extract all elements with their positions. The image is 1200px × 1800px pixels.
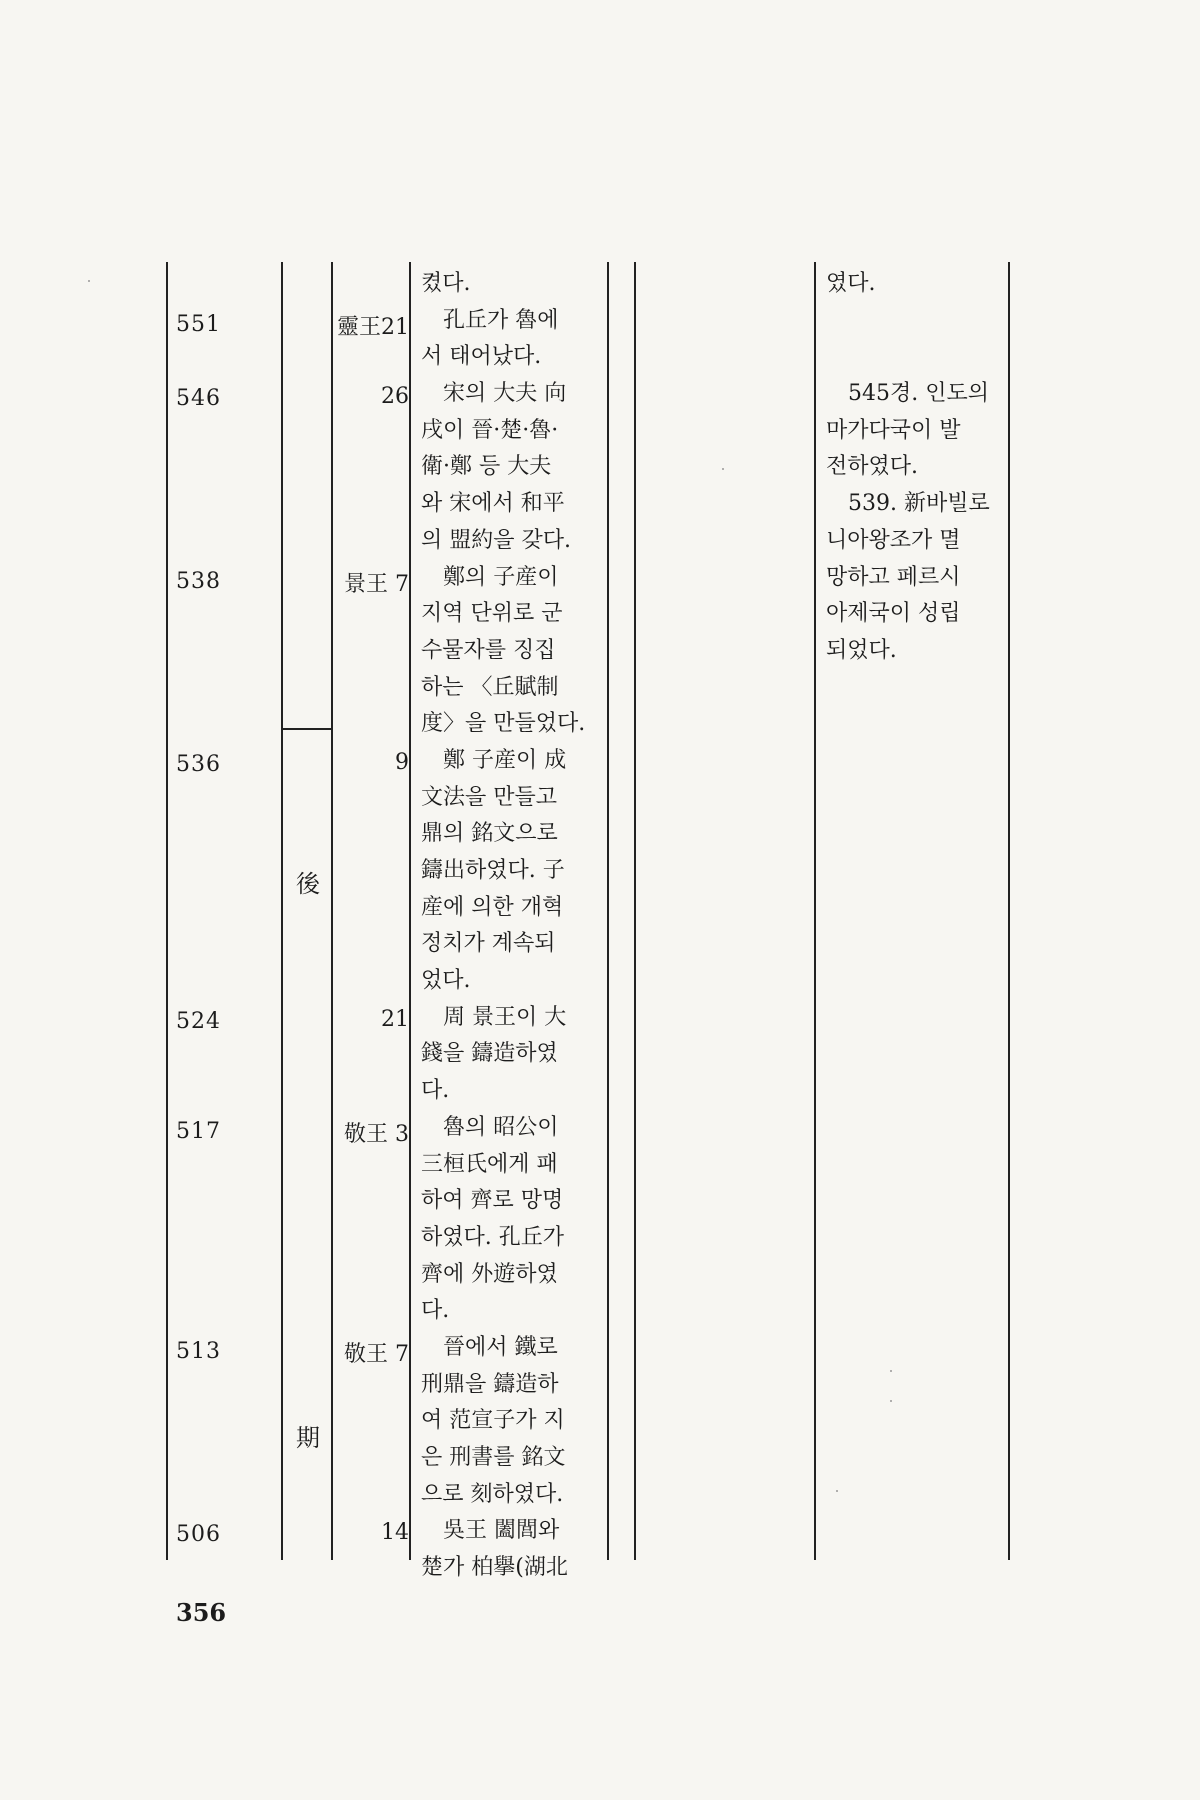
text-line: 였다.: [826, 271, 876, 296]
text-line: 마가다국이 발: [826, 417, 961, 443]
text-line: 전하였다.: [826, 454, 919, 480]
reign-year: 敬王 3: [344, 1122, 409, 1147]
text-line: 되었다.: [826, 637, 897, 663]
text-line: 여 范宣子가 지: [421, 1408, 565, 1434]
scan-speck: [890, 1370, 892, 1372]
text-line: 孔丘가 魯에: [443, 307, 559, 333]
table-left-border: [166, 262, 168, 1560]
text-line: 망하고 페르시: [826, 564, 961, 590]
text-line: 宋의 大夫 向: [443, 381, 567, 407]
text-line: 켰다.: [421, 271, 471, 296]
text-line: 하여 齊로 망명: [421, 1188, 564, 1214]
text-line: 錢을 鑄造하였: [421, 1041, 558, 1067]
year-label: 513: [176, 1339, 221, 1364]
text-line: 하는 〈丘賦制: [421, 674, 559, 700]
text-line: 정치가 계속되: [421, 931, 556, 957]
text-line: 539. 新바빌로: [848, 491, 990, 517]
text-line: 文法을 만들고: [421, 784, 558, 810]
text-line: 吳王 闔閭와: [443, 1518, 560, 1544]
text-line: 産에 의한 개혁: [421, 894, 564, 920]
text-line: 수물자를 징집: [421, 637, 556, 663]
text-line: 의 盟約을 갖다.: [421, 527, 571, 553]
reign-year: 景王 7: [344, 572, 409, 597]
events-column-right-rule: [607, 262, 609, 1560]
reign-year: 靈王21: [337, 315, 409, 340]
period-column-left-rule: [281, 262, 283, 1560]
text-line: [826, 339, 996, 376]
text-line: 하였다. 孔丘가: [421, 1224, 564, 1250]
text-line: 아제국이 성립: [826, 601, 961, 627]
text-line: 齊에 外遊하였: [421, 1261, 558, 1287]
text-line: 三桓氏에게 패: [421, 1151, 558, 1177]
year-label: 524: [176, 1009, 221, 1034]
reign-column-right-rule: [409, 262, 411, 1560]
text-line: 지역 단위로 군: [421, 601, 563, 627]
year-label: 538: [176, 569, 221, 594]
text-line: 으로 刻하였다.: [421, 1481, 564, 1507]
year-label: 536: [176, 752, 221, 777]
period-column-right-rule: [331, 262, 333, 1560]
period-divider: [283, 728, 331, 730]
text-line: 度〉을 만들었다.: [421, 711, 586, 737]
text-line: 刑鼎을 鑄造하: [421, 1371, 559, 1397]
text-line: 魯의 昭公이: [443, 1114, 559, 1140]
scan-speck: [890, 1400, 892, 1402]
text-line: [826, 303, 996, 340]
text-line: 戌이 晉·楚·魯·: [421, 417, 559, 443]
table-right-border: [1008, 262, 1010, 1560]
text-line: 었다.: [421, 968, 471, 994]
text-line: 鼎의 銘文으로: [421, 821, 558, 847]
text-line: 다.: [421, 1078, 450, 1104]
column-rule-5: [634, 262, 636, 1560]
year-label: 517: [176, 1119, 221, 1144]
year-label: 506: [176, 1522, 221, 1547]
column-rule-6: [814, 262, 816, 1560]
scan-speck: [88, 280, 90, 282]
text-line: 은 刑書를 銘文: [421, 1445, 566, 1470]
reign-year: 14: [381, 1520, 409, 1545]
reign-year: 9: [395, 750, 409, 775]
text-line: 衛·鄭 등 大夫: [421, 454, 552, 480]
scan-speck: [722, 468, 724, 470]
year-label: 551: [176, 312, 221, 337]
period-label-first: 後: [296, 870, 320, 898]
period-label-second: 期: [296, 1424, 320, 1452]
page-number: 356: [176, 1598, 227, 1627]
text-line: 니아왕조가 멸: [826, 527, 961, 553]
text-line: 周 景王이 大: [443, 1004, 567, 1030]
reign-year: 21: [381, 1007, 409, 1032]
text-line: 鄭의 子産이: [443, 564, 559, 590]
text-line: 545경. 인도의: [848, 381, 989, 407]
text-line: 鑄出하였다. 子: [421, 858, 565, 883]
year-label: 546: [176, 386, 221, 411]
text-line: 와 宋에서 和平: [421, 491, 565, 517]
world-events-column: [826, 266, 996, 670]
text-line: 晉에서 鐵로: [443, 1334, 558, 1360]
reign-year: 26: [381, 384, 409, 409]
text-line: 楚가 柏擧(湖北: [421, 1555, 568, 1581]
scan-speck: [836, 1490, 838, 1492]
reign-year: 敬王 7: [344, 1342, 409, 1367]
text-line: 서 태어났다.: [421, 344, 542, 370]
text-line: 鄭 子産이 成: [443, 747, 567, 773]
text-line: 다.: [421, 1298, 450, 1324]
china-events-column: [421, 266, 601, 1587]
